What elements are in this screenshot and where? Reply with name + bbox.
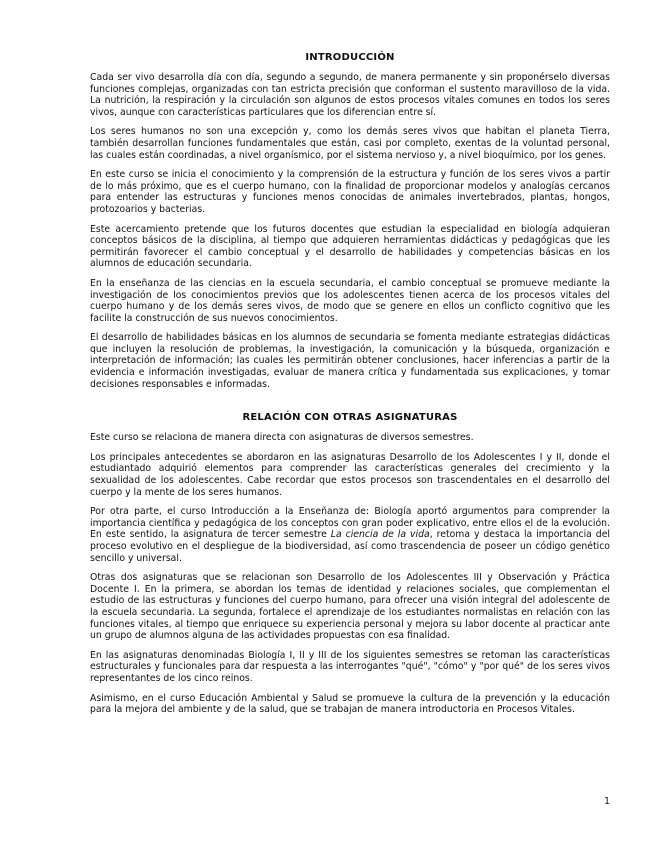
paragraph: Por otra parte, el curso Introducción a la Enseñanza de: Biología aportó argumentos para comprender la importancia científica y pedagógica de los conceptos con gran poder explicativo, entre ellos el de la evolución. En este sentido, la asignatura de tercer semestre La ciencia de la vida, retoma y destaca la importancia del proceso evolutivo en el despliegue de la biodiversidad, así como trascendencia de poseer un código genético sencillo y universal.: [90, 506, 610, 564]
paragraph: En este curso se inicia el conocimiento y la comprensión de la estructura y función de los seres vivos a partir de lo más próximo, que es el cuerpo humano, con la finalidad de proporcionar modelos y analogías cercanos para entender las estructuras y funciones menos conocidas de animales invertebrados, plantas, hongos, protozoarios y bacterias.: [90, 169, 610, 215]
paragraph: Cada ser vivo desarrolla día con día, segundo a segundo, de manera permanente y sin proponérselo diversas funciones complejas, organizadas con tan estricta precisión que conforman el sustento maravilloso de la vida. La nutrición, la respiración y la circulación son algunos de estos procesos vitales comunes en todos los seres vivos, aunque con características particulares que los diferencian entre sí.: [90, 72, 610, 118]
paragraph: Asimismo, en el curso Educación Ambiental y Salud se promueve la cultura de la prevención y la educación para la mejora del ambiente y de la salud, que se trabajan de manera introductoria en Procesos Vitales.: [90, 692, 610, 716]
paragraph: Otras dos asignaturas que se relacionan son Desarrollo de los Adolescentes III y Observación y Práctica Docente I. En la primera, se abordan los temas de identidad y relaciones sociales, que complementan el estudio de las estructuras y funciones del cuerpo humano, para ofrecer una visión integral del adolescente de la escuela secundaria. La segunda, fortalece el aprendizaje de los estudiantes normalistas en relación con las funciones vitales, al tiempo que enriquece su experiencia personal y mejora su labor docente al practicar ante un grupo de alumnos alguna de las actividades propuestas con esa finalidad.: [90, 572, 610, 642]
section-title-introduccion: INTRODUCCIÓN: [305, 52, 395, 63]
paragraph: Este curso se relaciona de manera directa con asignaturas de diversos semestres.: [90, 432, 474, 444]
document-page: [90, 52, 610, 724]
paragraph: En las asignaturas denominadas Biología I, II y III de los siguientes semestres se retoman las características estructurales y funcionales para dar respuesta a las interrogantes "qué", "cómo" y "por qué" de los seres vivos representantes de los cinco reinos.: [90, 649, 610, 684]
paragraph: Los principales antecedentes se abordaron en las asignaturas Desarrollo de los Adolescentes I y II, donde el estudiantado adquirió elementos para comprender las características generales del crecimiento y la sexualidad de los adolescentes. Cabe recordar que estos procesos son trascendentales en el desarrollo del cuerpo y la mente de los seres humanos.: [90, 451, 610, 498]
paragraph: Este acercamiento pretende que los futuros docentes que estudian la especialidad en biología adquieran conceptos básicos de la disciplina, al tiempo que adquieren herramientas didácticas y pedagógicas que les permitirán favorecer el cambio conceptual y el desarrollo de habilidades y competencias básicas en los alumnos de educación secundaria.: [90, 223, 610, 270]
paragraph: El desarrollo de habilidades básicas en los alumnos de secundaria se fomenta mediante estrategias didácticas que incluyen la resolución de problemas, la investigación, la comunicación y la búsqueda, organización e interpretación de información; las cuales les permitirán obtener conclusiones, hacer inferencias a partir de la evidencia e información investigadas, evaluar de manera crítica y fundamentada sus explicaciones, y tomar decisiones responsables e informadas.: [90, 332, 610, 390]
section-title-relacion: RELACIÓN CON OTRAS ASIGNATURAS: [242, 412, 458, 424]
paragraph: En la enseñanza de las ciencias en la escuela secundaria, el cambio conceptual se promueve mediante la investigación de los conocimientos previos que los adolescentes tienen acerca de los procesos vitales del cuerpo humano y de los demás seres vivos, de modo que se genere en ellos un conflicto cognitivo que les facilite la construcción de sus nuevos conocimientos.: [90, 277, 610, 324]
paragraph: Los seres humanos no son una excepción y, como los demás seres vivos que habitan el planeta Tierra, también desarrollan funciones fundamentales que están, casi por completo, exentas de la voluntad personal, las cuales están coordinadas, a nivel organísmico, por el sistema nervioso y, a nivel bioquímico, por los genes.: [90, 126, 610, 161]
page-number: 1: [604, 796, 611, 807]
course-title-italic: La ciencia de la vida: [330, 529, 430, 541]
